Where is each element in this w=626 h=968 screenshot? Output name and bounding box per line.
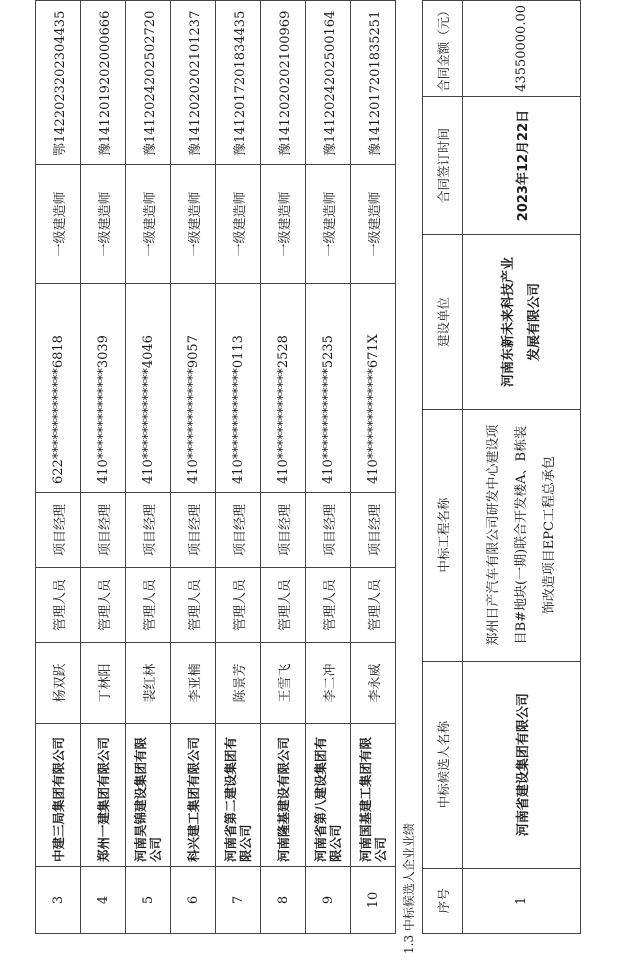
qualification-title: 一级建造师 (306, 165, 351, 284)
table-row (463, 1, 581, 934)
qualification-title: 一级建造师 (261, 165, 306, 284)
id-number: 622**************6818 (36, 284, 81, 493)
person-category: 管理人员 (351, 568, 396, 643)
company-name: 河南省第二建设集团有限公司 (216, 724, 261, 867)
person-name: 李亚楠 (171, 643, 216, 724)
person-role: 项目经理 (261, 493, 306, 568)
company-name: 中建三局集团有限公司 (36, 724, 81, 867)
table-row (216, 1, 261, 934)
certificate-number: 豫1412019202000666 (81, 1, 126, 165)
candidate-name: 河南省建设集团有限公司 (463, 661, 581, 868)
id-number: 410**************3039 (81, 284, 126, 493)
id-number: 410**************4046 (126, 284, 171, 493)
header-project: 中标工程名称 (423, 409, 463, 661)
person-role: 项目经理 (216, 493, 261, 568)
table-row (36, 1, 81, 934)
person-category: 管理人员 (216, 568, 261, 643)
qualification-title: 一级建造师 (216, 165, 261, 284)
person-role: 项目经理 (306, 493, 351, 568)
person-role: 项目经理 (81, 493, 126, 568)
table-row (261, 1, 306, 934)
certificate-number: 豫1412017201835251 (351, 1, 396, 165)
person-category: 管理人员 (261, 568, 306, 643)
certificate-number: 豫1412024202500164 (306, 1, 351, 165)
personnel-table-body (36, 1, 396, 934)
header-no: 序号 (423, 868, 463, 933)
row-number: 9 (306, 867, 351, 934)
header-amount: 合同金额（元） (423, 1, 463, 97)
certificate-number: 豫1412020202100969 (261, 1, 306, 165)
qualification-title: 一级建造师 (36, 165, 81, 284)
company-name: 河南昊锦建设集团有限公司 (126, 724, 171, 867)
id-number: 410**************5235 (306, 284, 351, 493)
qualification-title: 一级建造师 (171, 165, 216, 284)
person-category: 管理人员 (171, 568, 216, 643)
row-number: 5 (126, 867, 171, 934)
header-candidate: 中标候选人名称 (423, 661, 463, 868)
personnel-table (35, 0, 396, 934)
company-name: 河南省第八建设集团有限公司 (306, 724, 351, 867)
table-row (81, 1, 126, 934)
id-number: 410**************0113 (216, 284, 261, 493)
person-name: 陈景芳 (216, 643, 261, 724)
certificate-number: 豫1412020202101237 (171, 1, 216, 165)
header-sign-date: 合同签订时间 (423, 96, 463, 234)
person-name: 王雪飞 (261, 643, 306, 724)
id-number: 410**************9057 (171, 284, 216, 493)
id-number: 410**************671X (351, 284, 396, 493)
row-number: 3 (36, 867, 81, 934)
row-number: 6 (171, 867, 216, 934)
company-name: 郑州一建集团有限公司 (81, 724, 126, 867)
qualification-title: 一级建造师 (126, 165, 171, 284)
id-number: 410**************2528 (261, 284, 306, 493)
person-name: 丁林阳 (81, 643, 126, 724)
person-role: 项目经理 (351, 493, 396, 568)
person-role: 项目经理 (36, 493, 81, 568)
row-number: 1 (463, 868, 581, 933)
table-header-row (423, 1, 463, 934)
person-name: 李二冲 (306, 643, 351, 724)
performance-table (422, 0, 581, 934)
company-name: 河南国基建工集团有限公司 (351, 724, 396, 867)
row-number: 4 (81, 867, 126, 934)
person-role: 项目经理 (171, 493, 216, 568)
person-category: 管理人员 (81, 568, 126, 643)
person-category: 管理人员 (306, 568, 351, 643)
project-name: 郑州日产汽车有限公司研发中心建设项目B#地块(一期)联合开发楼A、B栋装饰改造项目EPC工程总承包 (463, 409, 581, 661)
certificate-number: 豫1412017201834435 (216, 1, 261, 165)
row-number: 8 (261, 867, 306, 934)
person-role: 项目经理 (126, 493, 171, 568)
person-name: 李永威 (351, 643, 396, 724)
qualification-title: 一级建造师 (81, 165, 126, 284)
company-name: 科兴建工集团有限公司 (171, 724, 216, 867)
table-row (126, 1, 171, 934)
row-number: 10 (351, 867, 396, 934)
certificate-number: 鄂1422023202304435 (36, 1, 81, 165)
person-name: 杨双跃 (36, 643, 81, 724)
owner-name: 河南东新未来科技产业发展有限公司 (463, 235, 581, 410)
company-name: 河南隆基建设有限公司 (261, 724, 306, 867)
table-row (351, 1, 396, 934)
person-category: 管理人员 (36, 568, 81, 643)
table-row (306, 1, 351, 934)
section-heading: 1.3 中标候选人企业业绩 (402, 823, 416, 954)
row-number: 7 (216, 867, 261, 934)
sign-date: 2023年12月22日 (463, 96, 581, 234)
certificate-number: 豫1412024202502720 (126, 1, 171, 165)
person-name: 裴红林 (126, 643, 171, 724)
person-category: 管理人员 (126, 568, 171, 643)
header-owner: 建设单位 (423, 235, 463, 410)
qualification-title: 一级建造师 (351, 165, 396, 284)
contract-amount: 43550000.00 (463, 1, 581, 97)
table-row (171, 1, 216, 934)
